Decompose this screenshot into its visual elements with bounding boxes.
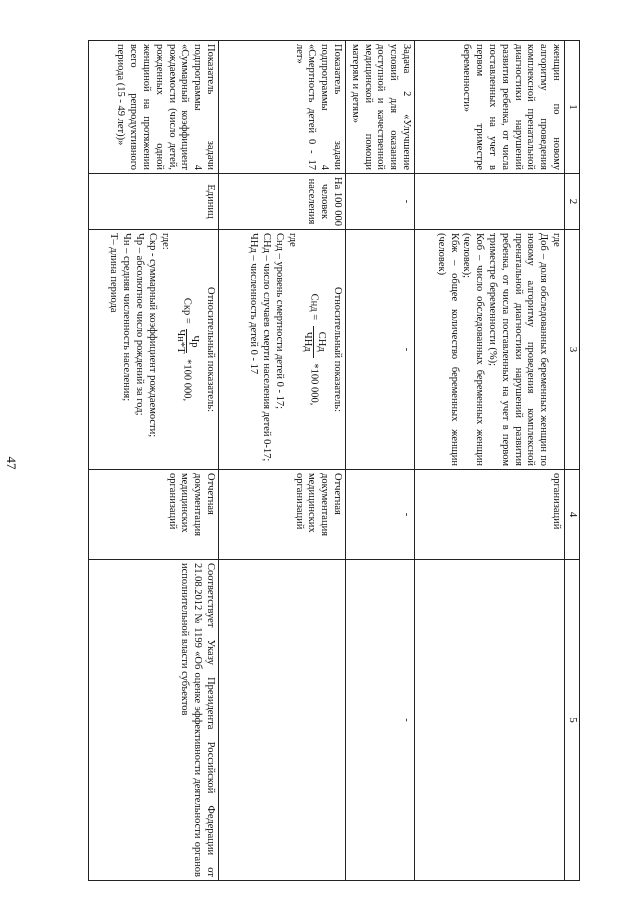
where-label: где xyxy=(286,233,298,247)
header-cell: 2 xyxy=(565,174,580,230)
definition-line: Доб – доля обследованных беременных женщин по новому алгоритму проведения комплексной пренатальной диагностики нарушений развития ребенка, от числа поставленных на учет в первом триместре беременности (%); xyxy=(487,233,550,466)
where-label: где xyxy=(551,233,562,247)
header-cell: 4 xyxy=(565,470,580,560)
where-label: где: xyxy=(159,233,171,250)
definition-line: Коб – число обследованных беременных женщин (человек); xyxy=(461,233,486,466)
definition-line: Снд – уровень смертности детей 0 - 17; xyxy=(273,233,285,410)
note-cell: Соответствует Указу Президента Российской Федерации от 21.08.2012 № 1199 «Об оценке эффективности деятельности органов исполнительной власти субъектов xyxy=(89,560,219,881)
indicator-name-cell: Показатель задачи подпрограммы 4 «Смертность детей 0 - 17 лет» xyxy=(219,41,346,174)
formula-title: Относительный показатель: xyxy=(332,287,344,412)
formula-eq: = xyxy=(308,314,320,321)
method-cell: - xyxy=(346,230,415,470)
source-cell: организаций xyxy=(415,470,565,560)
indicator-name-cell: женщин по новому алгоритму проведения комплексной пренатальной диагностики нарушений развития ребенка, от числа поставленных на учет в первом триместре беременности» xyxy=(415,41,565,174)
formula-lhs: Снд xyxy=(308,293,320,312)
definition-line: Кбж – общее количество беременных женщин (человек) xyxy=(435,233,460,466)
header-cell: 1 xyxy=(565,41,580,174)
source-cell: Отчетная документация медицинских организаций xyxy=(219,470,346,560)
formula-denominator: ЧНд xyxy=(302,331,314,352)
formula-numerator: СНд xyxy=(313,326,327,358)
table-row xyxy=(415,41,565,881)
unit-cell xyxy=(415,174,565,230)
definition-line: Чн – средняя численность населения; xyxy=(121,233,133,402)
header-cell: 3 xyxy=(565,230,580,470)
page-number: 47 xyxy=(4,456,19,470)
source-cell: Отчетная документация медицинских организаций xyxy=(89,470,219,560)
formula-denominator: Чн*Т xyxy=(175,329,187,354)
indicator-name-cell: Показатель задачи подпрограммы 4 «Суммарный коэффициент рождаемости (число детей, рожденных одной женщиной на протяжении всего репродуктивного периода (15 - 49 лет))» xyxy=(89,41,219,174)
unit-cell: - xyxy=(346,174,415,230)
rotated-page xyxy=(60,40,580,880)
method-cell xyxy=(219,230,346,470)
indicators-table xyxy=(88,40,580,881)
formula-multiplier: *100 000, xyxy=(181,359,193,402)
definition-line: Т– длина периода xyxy=(108,233,120,313)
definition-line: Чр – абсолютное число рождений за год; xyxy=(134,233,146,416)
formula-fraction xyxy=(301,326,328,358)
formula-title: Относительный показатель: xyxy=(205,287,217,412)
definition-line: Скр - суммарный коэффициент рождаемости; xyxy=(146,233,158,438)
formula xyxy=(301,233,328,466)
unit-cell: На 100 000 человек населения xyxy=(219,174,346,230)
table-header-row xyxy=(565,41,580,881)
formula-eq: = xyxy=(181,317,193,324)
method-cell xyxy=(89,230,219,470)
formula-lhs: Скр xyxy=(181,297,193,316)
formula-numerator: Чр xyxy=(186,329,200,353)
definition-line: СНд – число случаев смерти населения детей 0-17; xyxy=(261,233,273,462)
note-cell xyxy=(219,560,346,881)
table-row xyxy=(219,41,346,881)
table-row xyxy=(346,41,415,881)
task-name-cell: Задача 2 «Улучшение условий для оказания доступной и качественной медицинской помощи матерям и детям» xyxy=(346,41,415,174)
formula xyxy=(174,233,201,466)
note-cell: - xyxy=(346,560,415,881)
table-row xyxy=(89,41,219,881)
definition-line: ЧНд – численность детей 0 - 17 xyxy=(248,233,260,375)
formula-multiplier: *100 000, xyxy=(308,363,320,406)
note-cell xyxy=(415,560,565,881)
header-cell: 5 xyxy=(565,560,580,881)
method-cell xyxy=(415,230,565,470)
unit-cell: Единиц xyxy=(89,174,219,230)
formula-fraction xyxy=(174,329,201,353)
source-cell: - xyxy=(346,470,415,560)
